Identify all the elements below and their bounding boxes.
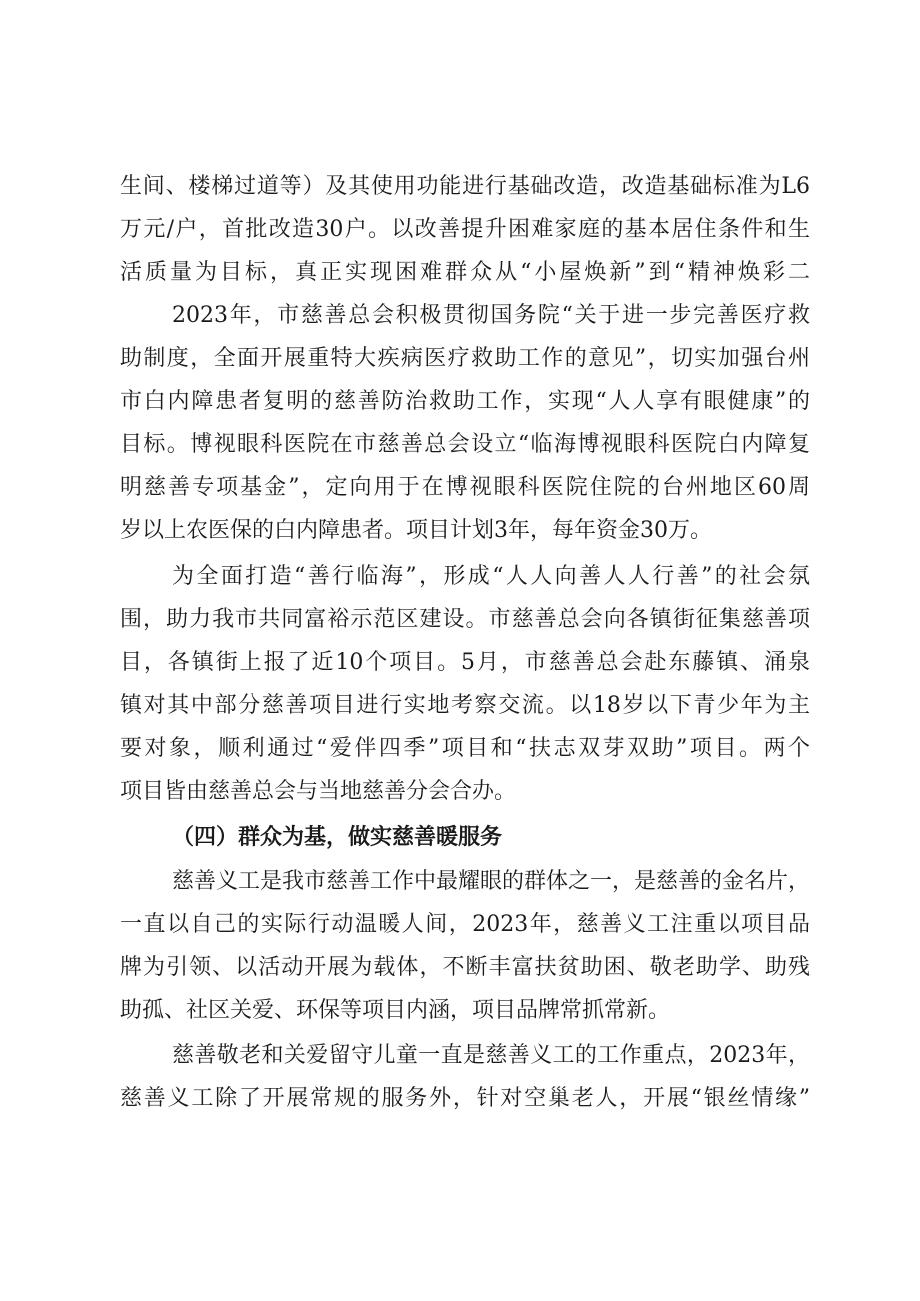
- paragraph-4-line-4: 助孤、社区关爱、环保等项目内涵，项目品牌常抓常新。: [120, 998, 671, 1023]
- paragraph-4-line-2: 一直以自己的实际行动温暖人间，2023年，慈善义工注重以项目品: [120, 912, 810, 937]
- paragraph-3-line-4: 镇对其中部分慈善项目进行实地考察交流。以18岁以下青少年为主: [120, 693, 810, 718]
- paragraph-3-line-1: 为全面打造“善行临海”，形成“人人向善人人行善”的社会氛: [172, 564, 810, 589]
- paragraph-5-line-2: 慈善义工除了开展常规的服务外，针对空巢老人，开展“银丝情缘”: [120, 1086, 810, 1111]
- paragraph-1-line-2: 万元/户，首批改造30户。以改善提升困难家庭的基本居住条件和生: [120, 217, 810, 242]
- paragraph-2-line-5: 明慈善专项基金”，定向用于在博视眼科医院住院的台州地区60周: [120, 475, 810, 500]
- paragraph-2-line-1: 2023年，市慈善总会积极贯彻国务院“关于进一步完善医疗救: [172, 303, 810, 328]
- paragraph-2-line-6: 岁以上农医保的白内障患者。项目计划3年，每年资金30万。: [120, 518, 712, 543]
- paragraph-4-line-1: 慈善义工是我市慈善工作中最耀眼的群体之一，是慈善的金名片，: [172, 869, 811, 894]
- paragraph-2-line-3: 市白内障患者复明的慈善防治救助工作，实现“人人享有眼健康”的: [120, 389, 810, 414]
- paragraph-3-line-3: 目，各镇街上报了近10个项目。5月，市慈善总会赴东藤镇、涌泉: [120, 650, 810, 675]
- paragraph-5-line-1: 慈善敬老和关爱留守儿童一直是慈善义工的工作重点，2023年，: [172, 1043, 810, 1068]
- paragraph-1-line-1: 生间、楼梯过道等）及其使用功能进行基础改造，改造基础标准为L6: [120, 174, 810, 199]
- paragraph-3-line-2: 围，助力我市共同富裕示范区建设。市慈善总会向各镇街征集慈善项: [120, 607, 810, 632]
- paragraph-3-line-6: 项目皆由慈善总会与当地慈善分会合办。: [120, 779, 517, 804]
- paragraph-2-line-4: 目标。博视眼科医院在市慈善总会设立“临海博视眼科医院白内障复: [120, 432, 810, 457]
- paragraph-1-line-3: 活质量为目标，真正实现困难群众从“小屋焕新”到“精神焕彩二: [120, 260, 810, 285]
- paragraph-2-line-2: 助制度，全面开展重特大疾病医疗救助工作的意见”，切实加强台州: [120, 346, 810, 371]
- paragraph-4-line-3: 牌为引领、以活动开展为载体，不断丰富扶贫助困、敬老助学、助残: [120, 955, 810, 980]
- paragraph-3-line-5: 要对象，顺利通过“爱伴四季”项目和“扶志双芽双助”项目。两个: [120, 736, 810, 761]
- section-heading: （四）群众为基，做实慈善暖服务: [172, 824, 503, 850]
